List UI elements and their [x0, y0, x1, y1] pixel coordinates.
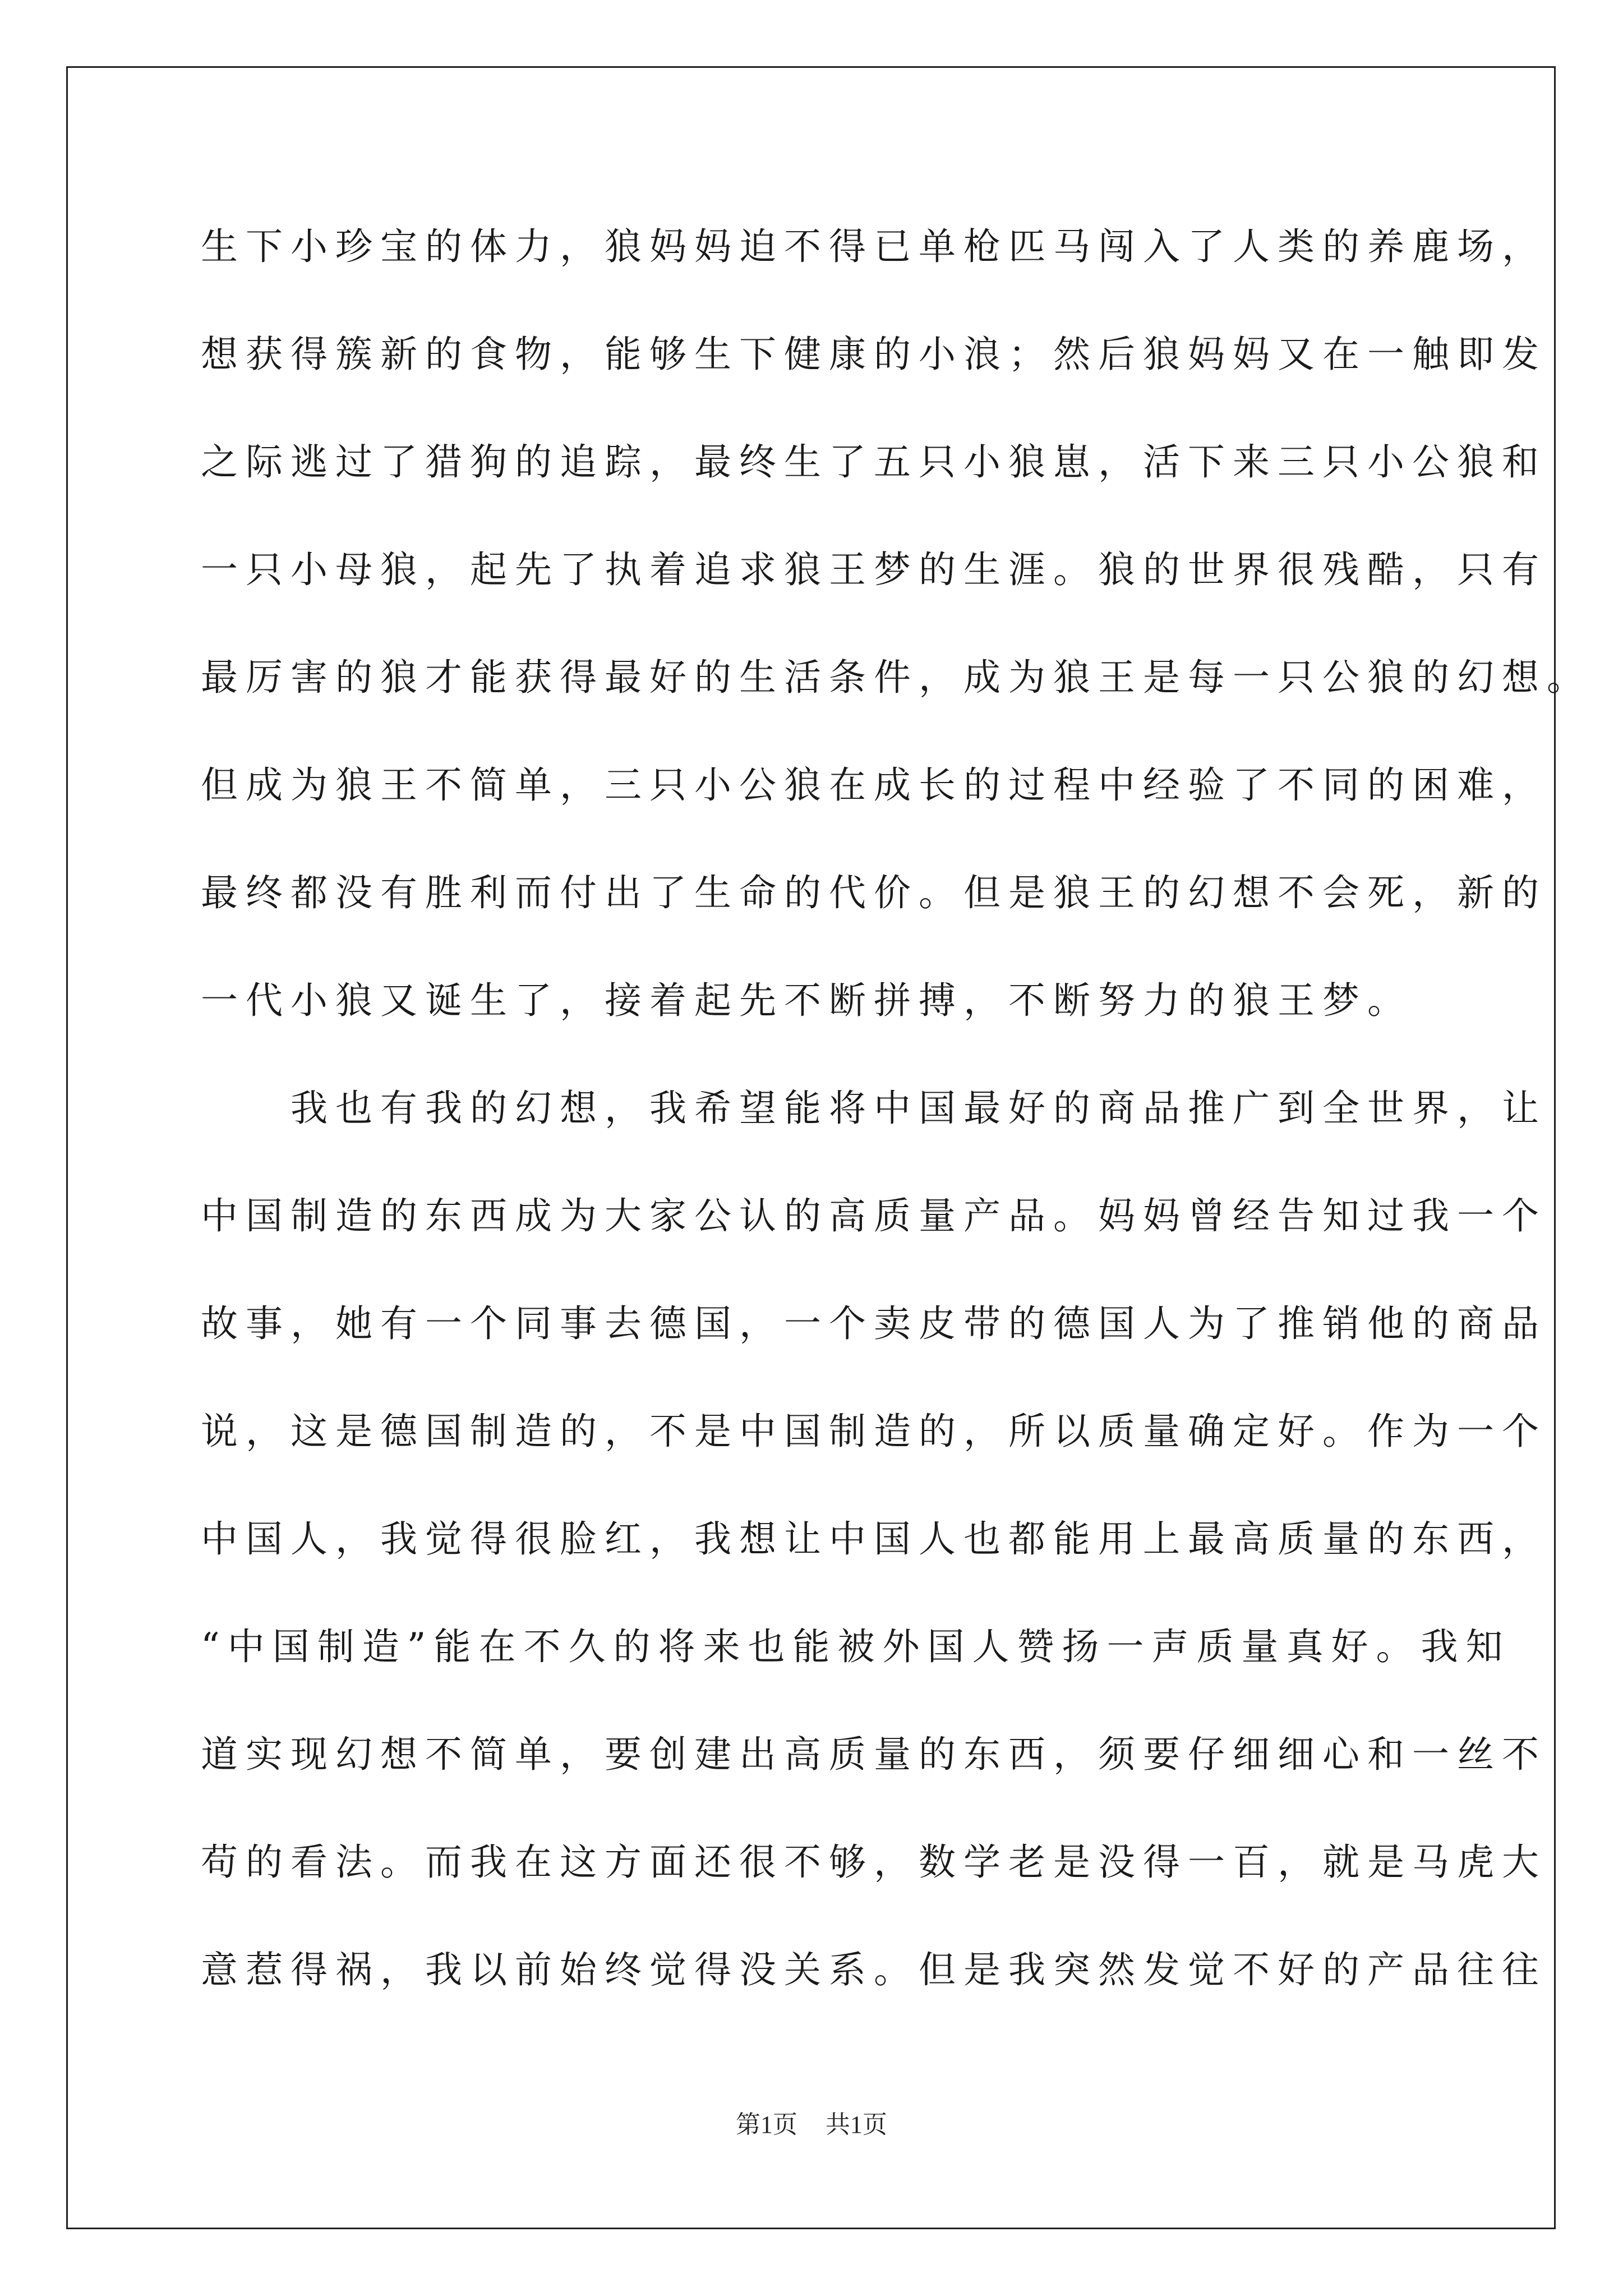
text-line: 想获得簇新的食物，能够生下健康的小浪；然后狼妈妈又在一触即发	[201, 333, 1547, 376]
text-line: 道实现幻想不简单，要创建出高质量的东西，须要仔细细心和一丝不	[201, 1733, 1547, 1776]
text-line: 但成为狼王不简单，三只小公狼在成长的过程中经验了不同的困难，	[201, 763, 1547, 807]
text-line: 一只小母狼，起先了执着追求狼王梦的生涯。狼的世界很残酷，只有	[201, 548, 1547, 591]
text-line: 意惹得祸，我以前始终觉得没关系。但是我突然发觉不好的产品往往	[201, 1948, 1547, 1991]
page-number: 第1页	[736, 2111, 797, 2138]
page-footer	[0, 2108, 1623, 2142]
text-line: 最终都没有胜利而付出了生命的代价。但是狼王的幻想不会死，新的	[201, 871, 1547, 914]
text-line: 我也有我的幻想，我希望能将中国最好的商品推广到全世界，让	[201, 1087, 1547, 1130]
page-border	[66, 66, 1592, 2229]
text-line: 说，这是德国制造的，不是中国制造的，所以质量确定好。作为一个	[201, 1410, 1547, 1453]
text-line: 中国制造的东西成为大家公认的高质量产品。妈妈曾经告知过我一个	[201, 1194, 1547, 1237]
text-line: 故事，她有一个同事去德国，一个卖皮带的德国人为了推销他的商品	[201, 1302, 1547, 1345]
text-line: 之际逃过了猎狗的追踪，最终生了五只小狼崽，活下来三只小公狼和	[201, 440, 1547, 484]
text-line: 中国人，我觉得很脸红，我想让中国人也都能用上最高质量的东西，	[201, 1517, 1547, 1561]
text-line: 生下小珍宝的体力，狼妈妈迫不得已单枪匹马闯入了人类的养鹿场，	[201, 225, 1547, 268]
text-line: 最厉害的狼才能获得最好的生活条件，成为狼王是每一只公狼的幻想。	[201, 656, 1592, 699]
page-total: 共1页	[826, 2111, 887, 2138]
text-line: 苟的看法。而我在这方面还很不够，数学老是没得一百，就是马虎大	[201, 1841, 1547, 1884]
text-line: “中国制造”能在不久的将来也能被外国人赞扬一声质量真好。我知	[201, 1625, 1511, 1668]
text-line: 一代小狼又诞生了，接着起先不断拼搏，不断努力的狼王梦。	[201, 979, 1412, 1022]
